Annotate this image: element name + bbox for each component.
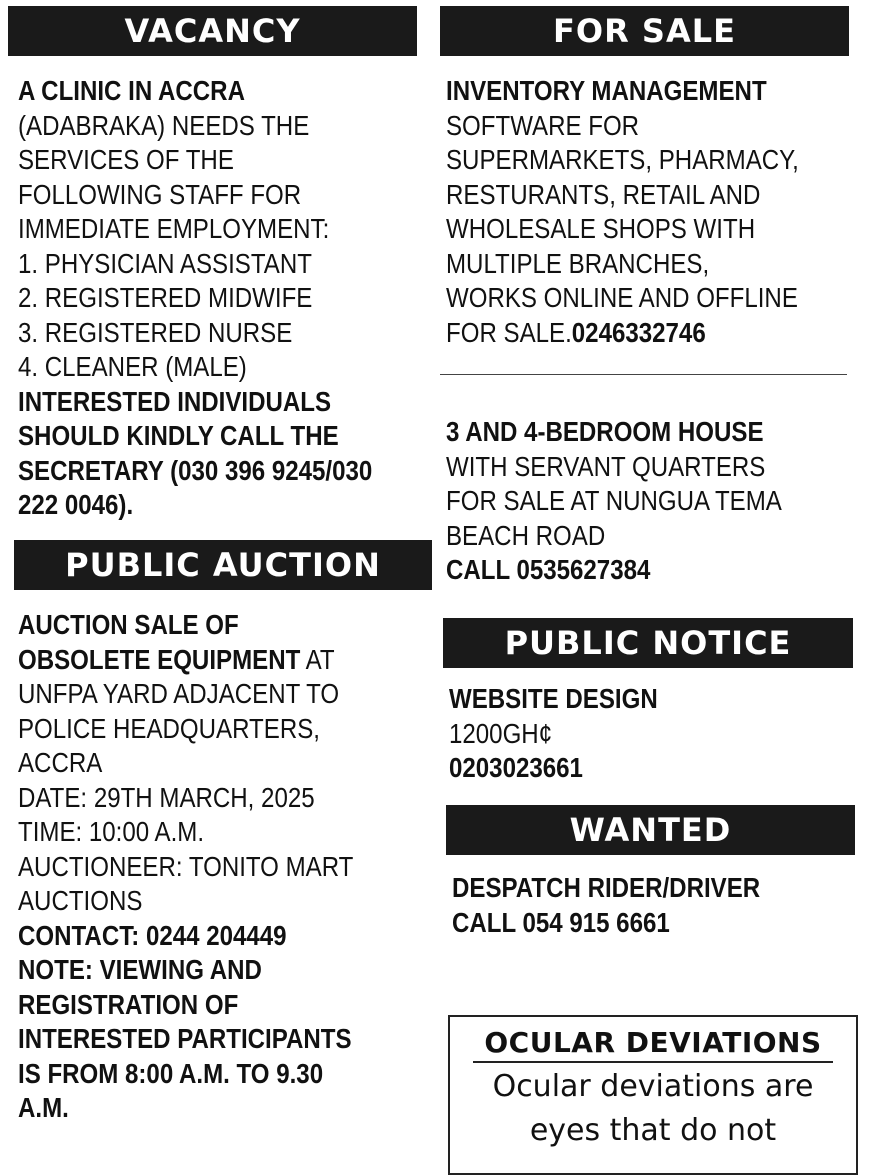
auction-line: AUCTIONS [18,885,143,916]
auction-line: POLICE HEADQUARTERS, [18,712,320,744]
wanted-line: CALL 054 915 6661 [452,906,670,938]
auction-line: TIME: 10:00 A.M. [18,816,205,847]
auction-line: NOTE: VIEWING AND [18,954,262,985]
for-sale-section [440,6,849,350]
wanted-ad [452,871,860,940]
public-notice-section [443,618,853,786]
auction-bold-text: OBSOLETE EQUIPMENT [18,643,301,675]
software-ad [446,74,854,350]
vacancy-line: SECRETARY (030 396 9245/030 [18,454,373,486]
notice-phone: 0203023661 [449,752,583,783]
software-line: SOFTWARE FOR [446,109,640,141]
public-auction-section [14,540,432,1126]
ocular-body [450,1065,856,1153]
auction-line [18,643,435,678]
vacancy-line: 4. CLEANER (MALE) [18,351,247,382]
notice-heading: WEBSITE DESIGN [449,683,658,714]
auction-line: REGISTRATION OF [18,988,239,1020]
house-call: CALL 0535627384 [446,554,651,585]
software-phone: 0246332746 [571,316,706,348]
auction-line: AUCTIONEER: TONITO MART [18,850,354,882]
for-sale-banner: FOR SALE [440,6,849,56]
vacancy-line: A CLINIC IN ACCRA [18,75,245,106]
software-line [446,316,854,351]
house-line: FOR SALE AT NUNGUA TEMA [446,485,782,516]
vacancy-line: FOLLOWING STAFF FOR [18,178,302,210]
house-line: BEACH ROAD [446,519,606,551]
section-divider [440,374,847,375]
software-line: WORKS ONLINE AND OFFLINE [446,282,798,313]
vacancy-line: 1. PHYSICIAN ASSISTANT [18,247,312,279]
vacancy-line: SHOULD KINDLY CALL THE [18,420,339,451]
ocular-line: eyes that do not [529,1113,777,1148]
auction-line: ACCRA [18,747,103,778]
software-line: WHOLESALE SHOPS WITH [446,213,756,244]
auction-text: AT [300,643,335,675]
wanted-line: DESPATCH RIDER/DRIVER [452,872,761,903]
notice-price: 1200GH¢ [449,717,553,749]
house-ad [446,415,865,588]
auction-line: DATE: 29TH MARCH, 2025 [18,781,315,813]
ocular-title: OCULAR DEVIATIONS [484,1026,822,1059]
vacancy-line: IMMEDIATE EMPLOYMENT: [18,213,330,244]
public-notice-banner: PUBLIC NOTICE [443,618,853,668]
ocular-deviations-box [448,1015,858,1175]
vacancy-line: 222 0046). [18,489,134,520]
vacancy-ad [18,74,426,523]
software-line: MULTIPLE BRANCHES, [446,247,710,279]
auction-line: UNFPA YARD ADJACENT TO [18,678,340,709]
auction-line: AUCTION SALE OF [18,609,239,640]
vacancy-banner: VACANCY [8,6,417,56]
public-auction-banner: PUBLIC AUCTION [14,540,432,590]
vacancy-section [8,6,417,523]
auction-line: A.M. [18,1092,69,1123]
software-heading: INVENTORY MANAGEMENT [446,75,767,106]
house-heading: 3 AND 4-BEDROOM HOUSE [446,416,764,447]
software-text: FOR SALE. [446,316,572,348]
public-notice-ad [449,682,858,786]
public-auction-ad [18,608,435,1126]
vacancy-line: (ADABRAKA) NEEDS THE [18,109,310,141]
vacancy-line: 3. REGISTERED NURSE [18,316,293,348]
vacancy-line: SERVICES OF THE [18,144,234,175]
auction-line: IS FROM 8:00 A.M. TO 9.30 [18,1057,324,1089]
vacancy-line: INTERESTED INDIVIDUALS [18,385,332,417]
house-line: WITH SERVANT QUARTERS [446,450,766,482]
ocular-title-underline [473,1061,833,1063]
software-line: SUPERMARKETS, PHARMACY, [446,144,799,175]
ocular-line: Ocular deviations are [492,1069,814,1104]
auction-line: INTERESTED PARTICIPANTS [18,1023,352,1054]
auction-line: CONTACT: 0244 204449 [18,919,287,951]
wanted-banner: WANTED [446,805,855,855]
wanted-section [446,805,855,940]
software-line: RESTURANTS, RETAIL AND [446,178,761,210]
vacancy-line: 2. REGISTERED MIDWIFE [18,282,313,313]
